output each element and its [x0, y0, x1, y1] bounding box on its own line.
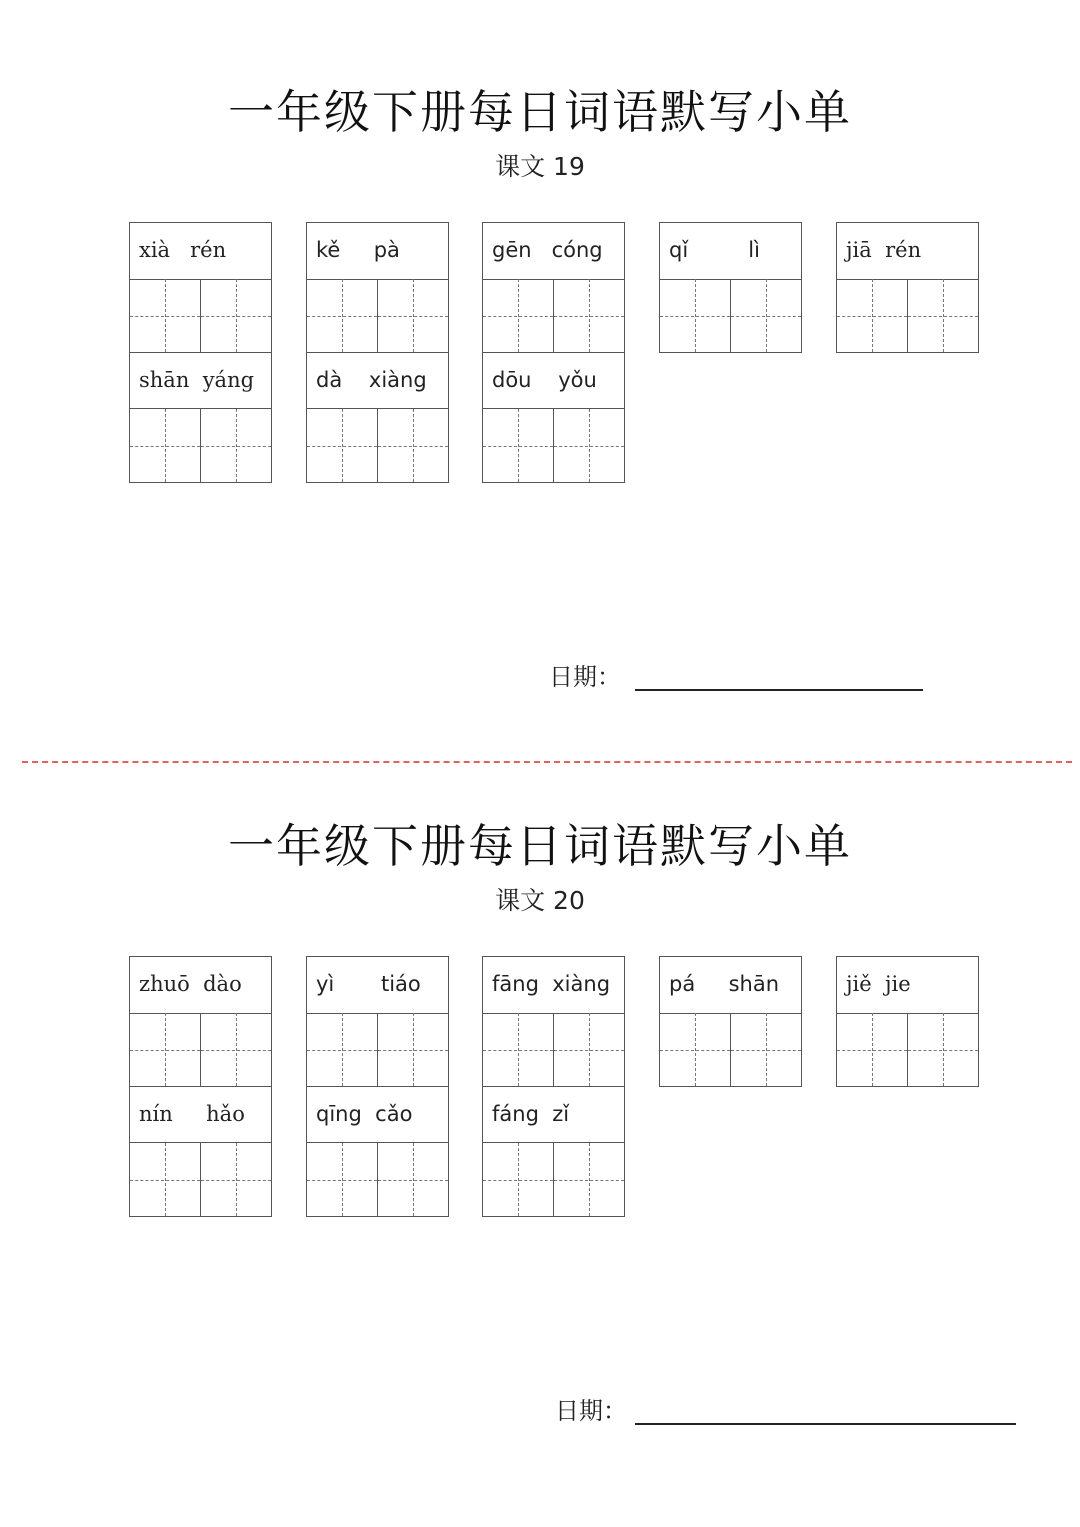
character-cell[interactable]	[307, 279, 377, 352]
date-input-line[interactable]	[635, 1423, 1016, 1425]
pinyin-row	[837, 957, 978, 1014]
character-writing-grid[interactable]	[483, 1013, 624, 1086]
character-cell[interactable]	[907, 1013, 978, 1086]
character-writing-grid[interactable]	[307, 1143, 448, 1216]
character-writing-grid[interactable]	[307, 1013, 448, 1086]
word-card	[659, 222, 802, 353]
character-cell[interactable]	[730, 279, 801, 352]
word-card	[129, 353, 272, 483]
pinyin-text: fāng xiàng	[492, 972, 611, 996]
worksheet-title: 一年级下册每日词语默写小单	[228, 819, 852, 873]
pinyin-row	[483, 353, 624, 409]
character-cell[interactable]	[483, 279, 553, 352]
character-cell[interactable]	[553, 409, 624, 482]
pinyin-text: kě pà	[316, 238, 400, 262]
pinyin-text: fáng zǐ	[492, 1102, 570, 1126]
character-cell[interactable]	[130, 1013, 200, 1086]
worksheet-title: 一年级下册每日词语默写小单	[228, 85, 852, 139]
pinyin-row	[130, 957, 271, 1014]
character-cell[interactable]	[200, 409, 271, 482]
character-cell[interactable]	[377, 279, 448, 352]
character-cell[interactable]	[660, 279, 730, 352]
pinyin-text: zhuō dào	[139, 972, 242, 996]
character-cell[interactable]	[377, 1143, 448, 1216]
date-label: 日期：	[549, 663, 621, 691]
character-cell[interactable]	[730, 1013, 801, 1086]
word-card	[306, 222, 449, 353]
cut-line-divider	[22, 761, 1072, 763]
word-card	[482, 956, 625, 1087]
character-cell[interactable]	[553, 279, 624, 352]
character-cell[interactable]	[200, 1143, 271, 1216]
word-card	[836, 956, 979, 1087]
pinyin-row	[307, 957, 448, 1014]
word-card	[129, 222, 272, 353]
character-writing-grid[interactable]	[130, 279, 271, 352]
word-card	[129, 1087, 272, 1217]
pinyin-row	[483, 223, 624, 280]
date-label: 日期：	[555, 1397, 627, 1425]
character-cell[interactable]	[307, 1143, 377, 1216]
character-cell[interactable]	[377, 409, 448, 482]
character-cell[interactable]	[130, 409, 200, 482]
pinyin-text: pá shān	[669, 972, 780, 996]
lesson-label: 课文 19	[495, 152, 585, 181]
character-cell[interactable]	[483, 409, 553, 482]
character-cell[interactable]	[553, 1143, 624, 1216]
pinyin-row	[660, 957, 801, 1014]
pinyin-row	[307, 353, 448, 409]
character-cell[interactable]	[130, 279, 200, 352]
pinyin-text: yì tiáo	[316, 972, 421, 996]
pinyin-text: dà xiàng	[316, 368, 427, 392]
pinyin-row	[660, 223, 801, 280]
character-writing-grid[interactable]	[130, 1143, 271, 1216]
character-cell[interactable]	[200, 1013, 271, 1086]
pinyin-row	[837, 223, 978, 280]
character-writing-grid[interactable]	[483, 279, 624, 352]
character-cell[interactable]	[130, 1143, 200, 1216]
pinyin-text: nín hǎo	[139, 1102, 245, 1126]
pinyin-row	[130, 223, 271, 280]
character-cell[interactable]	[907, 279, 978, 352]
character-cell[interactable]	[200, 279, 271, 352]
character-writing-grid[interactable]	[837, 1013, 978, 1086]
pinyin-row	[130, 1087, 271, 1143]
character-cell[interactable]	[307, 409, 377, 482]
character-cell[interactable]	[660, 1013, 730, 1086]
pinyin-row	[307, 1087, 448, 1143]
pinyin-text: qīng cǎo	[316, 1102, 413, 1126]
word-card	[659, 956, 802, 1087]
character-writing-grid[interactable]	[660, 1013, 801, 1086]
character-cell[interactable]	[377, 1013, 448, 1086]
character-writing-grid[interactable]	[483, 409, 624, 482]
pinyin-text: jiě jie	[846, 972, 911, 996]
word-card	[482, 1087, 625, 1217]
pinyin-row	[483, 957, 624, 1014]
pinyin-text: jiā rén	[846, 238, 922, 262]
word-card	[836, 222, 979, 353]
word-card	[306, 1087, 449, 1217]
character-cell[interactable]	[483, 1013, 553, 1086]
date-input-line[interactable]	[635, 689, 923, 691]
word-card	[482, 222, 625, 353]
pinyin-text: dōu yǒu	[492, 368, 597, 392]
character-writing-grid[interactable]	[130, 1013, 271, 1086]
pinyin-text: shān yáng	[139, 368, 255, 392]
pinyin-row	[130, 353, 271, 409]
character-cell[interactable]	[483, 1143, 553, 1216]
pinyin-row	[307, 223, 448, 280]
character-cell[interactable]	[837, 1013, 907, 1086]
character-writing-grid[interactable]	[130, 409, 271, 482]
pinyin-text: gēn cóng	[492, 238, 603, 262]
pinyin-text: qǐ lì	[669, 238, 760, 262]
pinyin-text: xià rén	[139, 238, 227, 262]
character-writing-grid[interactable]	[660, 279, 801, 352]
character-cell[interactable]	[307, 1013, 377, 1086]
pinyin-row	[483, 1087, 624, 1143]
word-card	[129, 956, 272, 1087]
word-card	[482, 353, 625, 483]
character-writing-grid[interactable]	[307, 409, 448, 482]
word-card	[306, 956, 449, 1087]
character-writing-grid[interactable]	[483, 1143, 624, 1216]
character-cell[interactable]	[553, 1013, 624, 1086]
character-cell[interactable]	[837, 279, 907, 352]
lesson-label: 课文 20	[495, 886, 585, 915]
character-writing-grid[interactable]	[837, 279, 978, 352]
word-card	[306, 353, 449, 483]
character-writing-grid[interactable]	[307, 279, 448, 352]
